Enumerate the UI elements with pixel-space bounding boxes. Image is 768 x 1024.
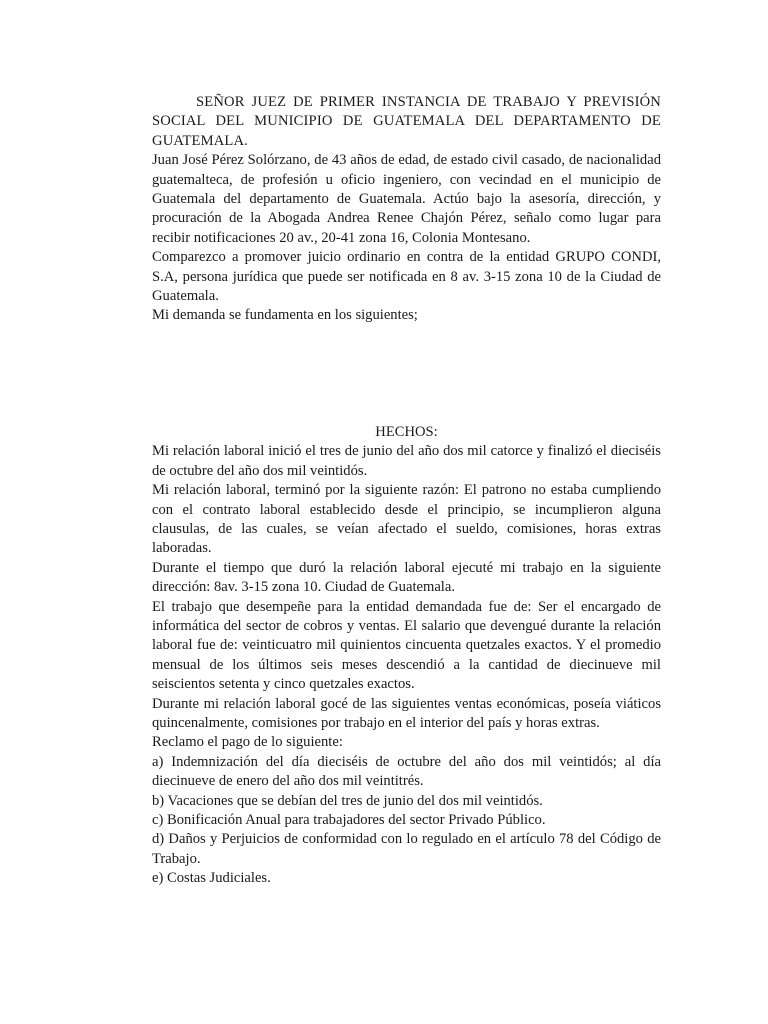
fact-paragraph-6: Reclamo el pago de lo siguiente: (152, 734, 343, 751)
blank-space (152, 326, 661, 423)
fact-paragraph-1: Mi relación laboral inició el tres de junio del año dos mil catorce y finalizó el dieciséis de octubre del año dos mil veintidós. (152, 443, 661, 479)
claim-item-e: e) Costas Judiciales. (152, 870, 271, 887)
intro-paragraph-1: Juan José Pérez Solórzano, de 43 años de edad, de estado civil casado, de nacionalidad guatemalteca, de profesión u oficio ingeniero, con vecindad en el municipio de Guatemala del departamento de Guatemala. Actúo bajo la asesoría, dirección, y procuración de la Abogada Andrea Renee Chajón Pérez, señalo como lugar para recibir notificaciones 20 av., 20-41 zona 16, Colonia Montesano. (152, 152, 661, 246)
claim-item-b: b) Vacaciones que se debían del tres de junio del dos mil veintidós. (152, 792, 543, 809)
document-heading: SEÑOR JUEZ DE PRIMER INSTANCIA DE TRABAJO Y PREVISIÓN SOCIAL DEL MUNICIPIO DE GUATEMALA DEL DEPARTAMENTO DE GUATEMALA. (152, 94, 661, 149)
claim-item-c: c) Bonificación Anual para trabajadores del sector Privado Público. (152, 812, 546, 828)
fact-paragraph-5: Durante mi relación laboral gocé de las siguientes ventas económicas, poseía viáticos quincenalmente, comisiones por trabajo en el interior del país y horas extras. (152, 695, 661, 731)
fact-paragraph-4: El trabajo que desempeñe para la entidad demandada fue de: Ser el encargado de informática del sector de cobros y ventas. El salario que devengué durante la relación laboral fue de: veinticuatro mil quinientos cincuenta quetzales exactos. Y el promedio mensual de los últimos seis meses descendió a la cantidad de diecinueve mil seiscientos setenta y cinco quetzales exactos. (152, 598, 661, 693)
document-page (152, 93, 661, 889)
section-title-hechos: HECHOS: (375, 423, 438, 440)
fact-paragraph-2: Mi relación laboral, terminó por la siguiente razón: El patrono no estaba cumpliendo con el contrato laboral establecido desde el principio, se incumplieron alguna clausulas, de las cuales, se veían afectado el sueldo, comisiones, horas extras laboradas. (152, 482, 661, 557)
fact-paragraph-3: Durante el tiempo que duró la relación laboral ejecuté mi trabajo en la siguiente dirección: 8av. 3-15 zona 10. Ciudad de Guatemala. (152, 559, 661, 596)
intro-paragraph-3: Mi demanda se fundamenta en los siguientes; (152, 307, 418, 324)
claim-item-d: d) Daños y Perjuicios de conformidad con lo regulado en el artículo 78 del Código de Trabajo. (152, 831, 661, 867)
claim-item-a: a) Indemnización del día dieciséis de octubre del año dos mil veintidós; al día diecinueve de enero del año dos mil veintitrés. (152, 753, 661, 790)
intro-paragraph-2: Comparezco a promover juicio ordinario en contra de la entidad GRUPO CONDI, S.A, persona jurídica que puede ser notificada en 8 av. 3-15 zona 10 de la Ciudad de Guatemala. (152, 249, 661, 305)
